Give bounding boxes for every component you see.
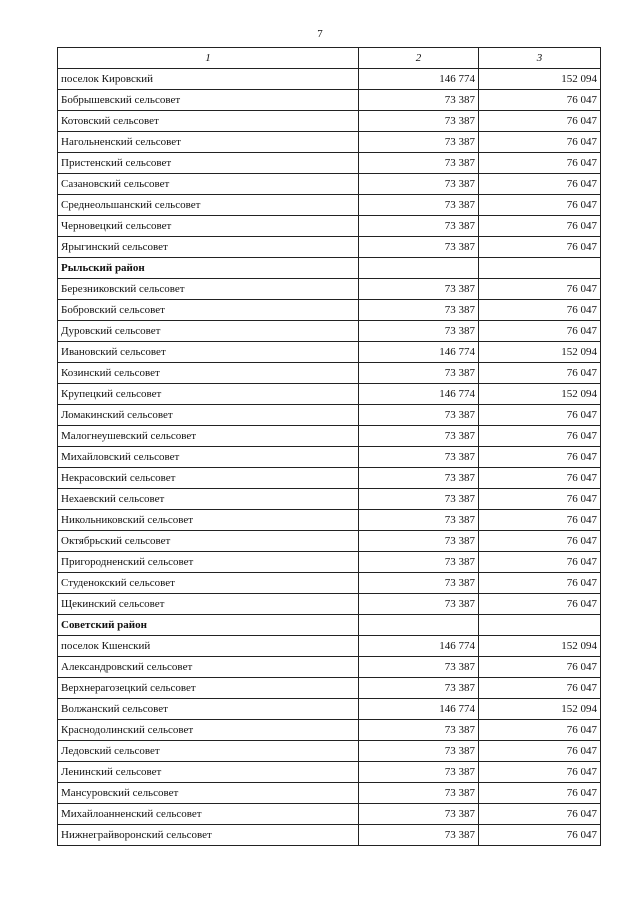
table-row (58, 342, 601, 363)
table-row (58, 741, 601, 762)
table-row (58, 363, 601, 384)
municipality-name: Краснодолинский сельсовет (58, 720, 359, 741)
amount-column-2: 146 774 (359, 384, 479, 405)
table-row (58, 699, 601, 720)
municipality-name: Александровский сельсовет (58, 657, 359, 678)
municipality-name: Некрасовский сельсовет (58, 468, 359, 489)
municipality-name: поселок Кировский (58, 69, 359, 90)
amount-column-3: 76 047 (479, 174, 601, 195)
amount-column-2: 73 387 (359, 468, 479, 489)
amount-column-3: 76 047 (479, 300, 601, 321)
column-header-1: 1 (58, 48, 359, 69)
municipality-name: Козинский сельсовет (58, 363, 359, 384)
municipality-name: Михайловский сельсовет (58, 447, 359, 468)
municipality-name: Верхнерагозецкий сельсовет (58, 678, 359, 699)
municipality-name: Ярыгинский сельсовет (58, 237, 359, 258)
amount-column-3: 76 047 (479, 279, 601, 300)
amount-column-3 (479, 258, 601, 279)
amount-column-3: 76 047 (479, 783, 601, 804)
amount-column-3: 76 047 (479, 489, 601, 510)
amount-column-3: 76 047 (479, 153, 601, 174)
amount-column-2: 73 387 (359, 552, 479, 573)
table-row (58, 216, 601, 237)
amount-column-2: 73 387 (359, 510, 479, 531)
amount-column-3: 76 047 (479, 657, 601, 678)
table-body (58, 69, 601, 846)
amount-column-3: 76 047 (479, 678, 601, 699)
amount-column-2: 73 387 (359, 279, 479, 300)
municipality-name: Ивановский сельсовет (58, 342, 359, 363)
amount-column-2: 73 387 (359, 321, 479, 342)
municipality-name: Нехаевский сельсовет (58, 489, 359, 510)
amount-column-2: 73 387 (359, 783, 479, 804)
amount-column-3: 76 047 (479, 825, 601, 846)
table-row (58, 132, 601, 153)
amount-column-3: 76 047 (479, 447, 601, 468)
municipality-name: Октябрьский сельсовет (58, 531, 359, 552)
table-row (58, 468, 601, 489)
district-header-row (58, 615, 601, 636)
table-row (58, 384, 601, 405)
amount-column-3: 76 047 (479, 741, 601, 762)
table-row (58, 237, 601, 258)
amount-column-2: 73 387 (359, 363, 479, 384)
municipality-name: Студенокский сельсовет (58, 573, 359, 594)
amount-column-3: 76 047 (479, 762, 601, 783)
amount-column-3: 76 047 (479, 195, 601, 216)
table-row (58, 426, 601, 447)
table-row (58, 300, 601, 321)
amount-column-3: 76 047 (479, 363, 601, 384)
table-row (58, 405, 601, 426)
amount-column-3: 152 094 (479, 699, 601, 720)
municipality-name: Березниковский сельсовет (58, 279, 359, 300)
municipality-name: Ленинский сельсовет (58, 762, 359, 783)
amount-column-2: 146 774 (359, 342, 479, 363)
table-row (58, 321, 601, 342)
amount-column-3: 76 047 (479, 573, 601, 594)
municipality-name: Пригородненский сельсовет (58, 552, 359, 573)
amount-column-3: 76 047 (479, 804, 601, 825)
amount-column-2: 73 387 (359, 594, 479, 615)
municipality-name: Среднеольшанский сельсовет (58, 195, 359, 216)
column-header-3: 3 (479, 48, 601, 69)
amount-column-3 (479, 615, 601, 636)
amount-column-3: 76 047 (479, 321, 601, 342)
municipality-name: Бобровский сельсовет (58, 300, 359, 321)
amount-column-3: 76 047 (479, 426, 601, 447)
table-row (58, 195, 601, 216)
amount-column-3: 76 047 (479, 237, 601, 258)
allocation-table (57, 47, 601, 846)
amount-column-2 (359, 258, 479, 279)
amount-column-2: 73 387 (359, 447, 479, 468)
amount-column-3: 76 047 (479, 132, 601, 153)
municipality-name: Никольниковский сельсовет (58, 510, 359, 531)
table-row (58, 552, 601, 573)
amount-column-2: 73 387 (359, 489, 479, 510)
amount-column-3: 76 047 (479, 90, 601, 111)
amount-column-3: 152 094 (479, 69, 601, 90)
amount-column-2: 146 774 (359, 699, 479, 720)
column-header-2: 2 (359, 48, 479, 69)
amount-column-2: 73 387 (359, 195, 479, 216)
table-row (58, 111, 601, 132)
district-header-row (58, 258, 601, 279)
amount-column-2: 146 774 (359, 636, 479, 657)
amount-column-2: 73 387 (359, 531, 479, 552)
table-row (58, 636, 601, 657)
amount-column-2 (359, 615, 479, 636)
amount-column-2: 73 387 (359, 153, 479, 174)
table-row (58, 69, 601, 90)
table-row (58, 447, 601, 468)
municipality-name: Мансуровский сельсовет (58, 783, 359, 804)
amount-column-2: 73 387 (359, 174, 479, 195)
municipality-name: Крупецкий сельсовет (58, 384, 359, 405)
municipality-name: Дуровский сельсовет (58, 321, 359, 342)
table-row (58, 90, 601, 111)
amount-column-3: 76 047 (479, 552, 601, 573)
page-number: 7 (317, 28, 323, 40)
district-name: Рыльский район (58, 258, 359, 279)
amount-column-2: 73 387 (359, 762, 479, 783)
amount-column-3: 76 047 (479, 720, 601, 741)
amount-column-2: 73 387 (359, 90, 479, 111)
table-row (58, 594, 601, 615)
amount-column-2: 146 774 (359, 69, 479, 90)
amount-column-2: 73 387 (359, 720, 479, 741)
amount-column-2: 73 387 (359, 237, 479, 258)
amount-column-2: 73 387 (359, 678, 479, 699)
amount-column-2: 73 387 (359, 300, 479, 321)
amount-column-2: 73 387 (359, 111, 479, 132)
amount-column-3: 152 094 (479, 342, 601, 363)
amount-column-3: 76 047 (479, 111, 601, 132)
amount-column-2: 73 387 (359, 426, 479, 447)
table-row (58, 174, 601, 195)
amount-column-2: 73 387 (359, 825, 479, 846)
amount-column-2: 73 387 (359, 741, 479, 762)
municipality-name: Малогнеушевский сельсовет (58, 426, 359, 447)
table-row (58, 153, 601, 174)
municipality-name: Нагольненский сельсовет (58, 132, 359, 153)
amount-column-2: 73 387 (359, 573, 479, 594)
amount-column-3: 152 094 (479, 384, 601, 405)
municipality-name: Котовский сельсовет (58, 111, 359, 132)
amount-column-3: 152 094 (479, 636, 601, 657)
amount-column-2: 73 387 (359, 132, 479, 153)
amount-column-2: 73 387 (359, 804, 479, 825)
table-row (58, 762, 601, 783)
municipality-name: Черновецкий сельсовет (58, 216, 359, 237)
district-name: Советский район (58, 615, 359, 636)
table-row (58, 720, 601, 741)
amount-column-3: 76 047 (479, 216, 601, 237)
municipality-name: Нижнеграйворонский сельсовет (58, 825, 359, 846)
table-row (58, 783, 601, 804)
municipality-name: Ледовский сельсовет (58, 741, 359, 762)
municipality-name: Сазановский сельсовет (58, 174, 359, 195)
table-row (58, 657, 601, 678)
table-row (58, 531, 601, 552)
amount-column-2: 73 387 (359, 216, 479, 237)
amount-column-3: 76 047 (479, 531, 601, 552)
table-row (58, 510, 601, 531)
amount-column-2: 73 387 (359, 657, 479, 678)
table-row (58, 678, 601, 699)
amount-column-3: 76 047 (479, 594, 601, 615)
municipality-name: Ломакинский сельсовет (58, 405, 359, 426)
municipality-name: Пристенский сельсовет (58, 153, 359, 174)
municipality-name: Щекинский сельсовет (58, 594, 359, 615)
table-row (58, 573, 601, 594)
table-row (58, 825, 601, 846)
table-header-row (58, 48, 601, 69)
table-row (58, 489, 601, 510)
municipality-name: Михайлоанненский сельсовет (58, 804, 359, 825)
municipality-name: поселок Кшенский (58, 636, 359, 657)
amount-column-3: 76 047 (479, 468, 601, 489)
amount-column-2: 73 387 (359, 405, 479, 426)
amount-column-3: 76 047 (479, 510, 601, 531)
municipality-name: Волжанский сельсовет (58, 699, 359, 720)
municipality-name: Бобрышевский сельсовет (58, 90, 359, 111)
table-row (58, 804, 601, 825)
amount-column-3: 76 047 (479, 405, 601, 426)
table-row (58, 279, 601, 300)
